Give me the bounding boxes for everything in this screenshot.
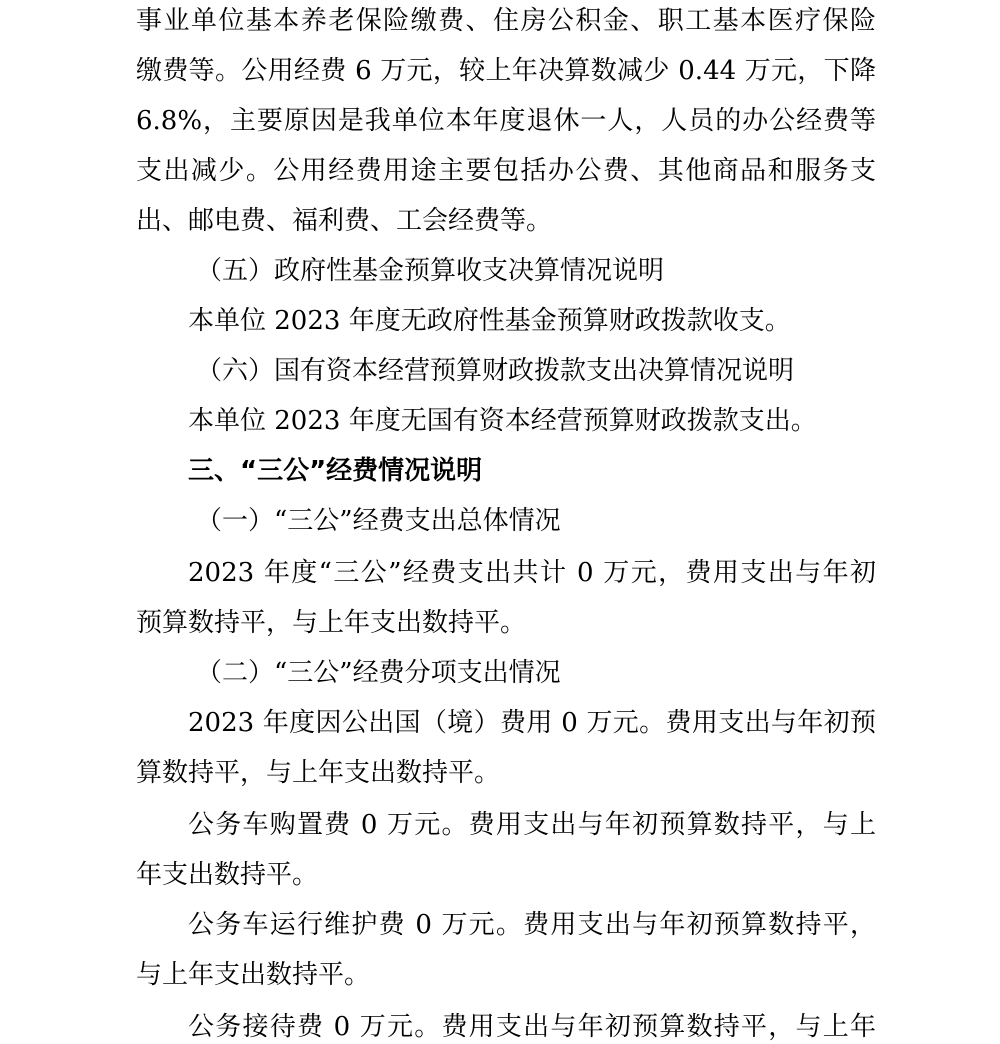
section-heading: 三、“三公”经费情况说明 <box>188 456 483 486</box>
body-text-line: 6.8%，主要原因是我单位本年度退休一人，人员的办公经费等 <box>136 106 876 136</box>
body-text-line: 公务接待费 0 万元。费用支出与年初预算数持平，与上年 <box>188 1012 876 1042</box>
body-text-line: 2023 年度因公出国（境）费用 0 万元。费用支出与年初预 <box>188 708 876 738</box>
body-text-line: 公务车运行维护费 0 万元。费用支出与年初预算数持平， <box>188 910 876 940</box>
body-text-line: 预算数持平，与上年支出数持平。 <box>136 608 527 638</box>
subsection-heading: （六）国有资本经营预算财政拨款支出决算情况说明 <box>196 356 795 386</box>
body-text-line: 算数持平，与上年支出数持平。 <box>136 758 501 788</box>
subsection-heading: （二）“三公”经费分项支出情况 <box>196 658 561 688</box>
body-text-line: 事业单位基本养老保险缴费、住房公积金、职工基本医疗保险 <box>136 6 876 36</box>
body-text-line: 出、邮电费、福利费、工会经费等。 <box>136 206 553 236</box>
subsection-heading: （一）“三公”经费支出总体情况 <box>196 506 561 536</box>
subsection-heading: （五）政府性基金预算收支决算情况说明 <box>196 256 665 286</box>
body-text-line: 与上年支出数持平。 <box>136 960 371 990</box>
body-text-line: 年支出数持平。 <box>136 860 319 890</box>
body-text-line: 公务车购置费 0 万元。费用支出与年初预算数持平，与上 <box>188 810 876 840</box>
body-text-line: 缴费等。公用经费 6 万元，较上年决算数减少 0.44 万元，下降 <box>136 56 876 86</box>
body-text-line: 2023 年度“三公”经费支出共计 0 万元，费用支出与年初 <box>188 558 876 588</box>
body-text-line: 支出减少。公用经费用途主要包括办公费、其他商品和服务支 <box>136 156 876 186</box>
body-text-line: 本单位 2023 年度无国有资本经营预算财政拨款支出。 <box>188 406 817 436</box>
body-text-line: 本单位 2023 年度无政府性基金预算财政拨款收支。 <box>188 306 791 336</box>
